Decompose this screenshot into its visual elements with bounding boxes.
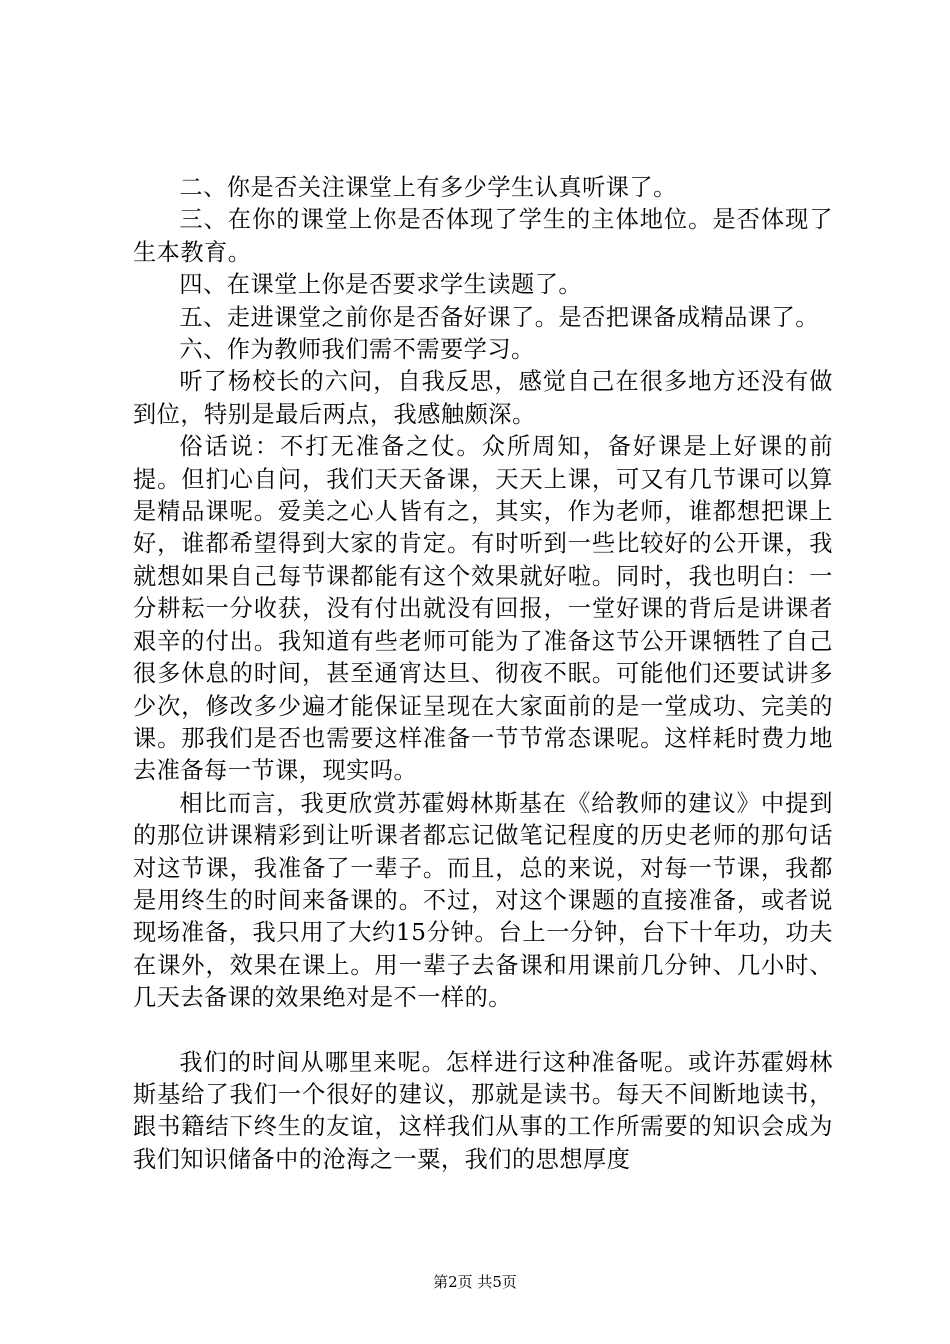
paragraph-5: 五、走进课堂之前你是否备好课了。是否把课备成精品课了。 xyxy=(179,303,819,331)
page-number-footer: 第2页 共5页 xyxy=(433,1273,517,1291)
paragraph-reading: 我们的时间从哪里来呢。怎样进行这种准备呢。或许苏霍姆林斯基给了我们一个很好的建议，那就是读书。每天不间断地读书，跟书籍结下终生的友谊，这样我们从事的工作所需要的知识会成为我们知识储备中的沧海之一粟，我们的思想厚度 xyxy=(133,1048,833,1173)
paragraph-suhomlinsky: 相比而言，我更欣赏苏霍姆林斯基在《给教师的建议》中提到的那位讲课精彩到让听课者都忘记做笔记程度的历史老师的那句话对这节课，我准备了一辈子。而且，总的来说，对每一节课，我都是用终生的时间来备课的。不过，对这个课题的直接准备，或者说现场准备，我只用了大约15分钟。台上一分钟，台下十年功，功夫在课外，效果在课上。用一辈子去备课和用课前几分钟、几小时、几天去备课的效果绝对是不一样的。 xyxy=(133,789,833,1012)
paragraph-2: 二、你是否关注课堂上有多少学生认真听课了。 xyxy=(179,174,677,201)
paragraph-reflection: 听了杨校长的六问，自我反思，感觉自己在很多地方还没有做到位，特别是最后两点，我感触颇深。 xyxy=(133,368,833,428)
paragraph-4: 四、在课堂上你是否要求学生读题了。 xyxy=(179,271,583,299)
paragraph-6: 六、作为教师我们需不需要学习。 xyxy=(179,336,535,364)
paragraph-proverb: 俗话说：不打无准备之仗。众所周知，备好课是上好课的前提。但扪心自问，我们天天备课，天天上课，可又有几节课可以算是精品课呢。爱美之心人皆有之，其实，作为老师，谁都想把课上好，谁都希望得到大家的肯定。有时听到一些比较好的公开课，我就想如果自己每节课都能有这个效果就好啦。同时，我也明白：一分耕耘一分收获，没有付出就没有回报，一堂好课的背后是讲课者艰辛的付出。我知道有些老师可能为了准备这节公开课牺牲了自己很多休息的时间，甚至通宵达旦、彻夜不眠。可能他们还要试讲多少次，修改多少遍才能保证呈现在大家面前的是一堂成功、完美的课。那我们是否也需要这样准备一节节常态课呢。这样耗时费力地去准备每一节课，现实吗。 xyxy=(133,433,833,785)
document-body xyxy=(133,172,833,1176)
paragraph-3: 三、在你的课堂上你是否体现了学生的主体地位。是否体现了生本教育。 xyxy=(133,206,833,266)
